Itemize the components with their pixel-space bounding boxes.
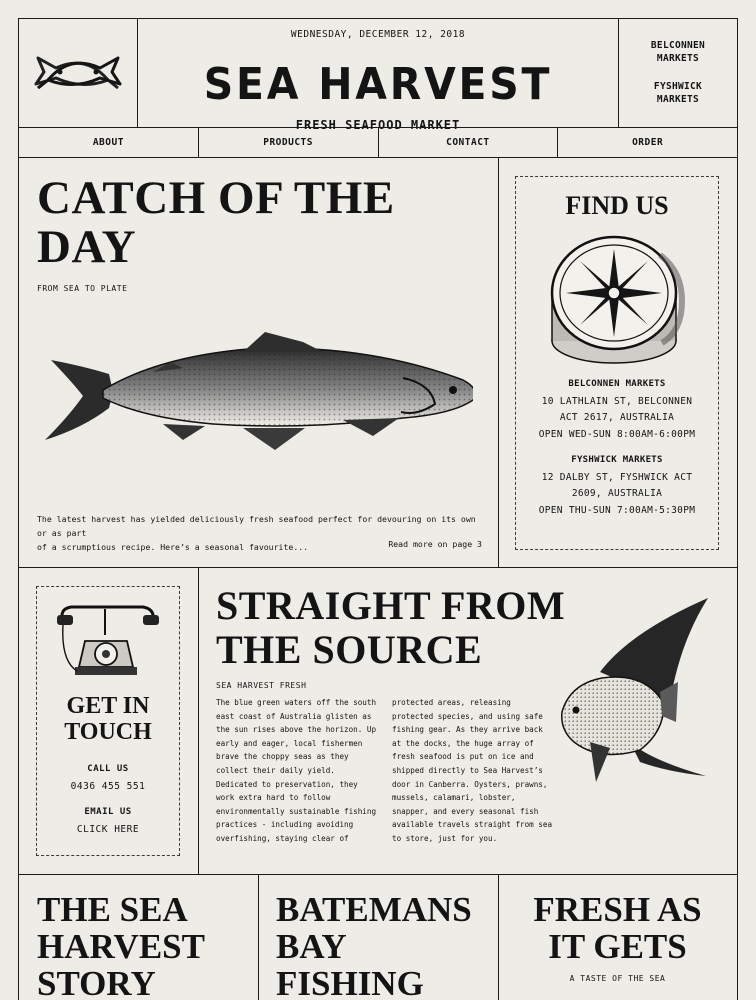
location-address-line: 10 LATHLAIN ST, BELCONNEN [541, 396, 693, 407]
logo[interactable] [18, 18, 138, 128]
telephone-illustration [57, 601, 161, 677]
nav-about[interactable]: ABOUT [19, 128, 199, 157]
email-us-label: EMAIL US [84, 807, 132, 817]
location-name-belconnen: BELCONNEN MARKETS [568, 379, 666, 389]
find-us-title: FIND US [565, 191, 669, 220]
find-us-card [515, 176, 719, 550]
contact-card [36, 586, 180, 856]
angelfish-illustration [560, 592, 710, 792]
date-line: WEDNESDAY, DECEMBER 12, 2018 [290, 29, 466, 40]
location-hours: OPEN WED-SUN 8:00AM-6:00PM [538, 429, 696, 440]
call-us-label: CALL US [87, 764, 129, 774]
sea-harvest-story[interactable] [18, 874, 259, 1000]
source-kicker: SEA HARVEST FRESH [216, 681, 307, 690]
fresh-title: FRESH AS IT GETS [533, 890, 702, 966]
nav-products[interactable]: PRODUCTS [199, 128, 379, 157]
phone-number[interactable]: 0436 455 551 [70, 781, 146, 792]
fresh-kicker: A TASTE OF THE SEA [569, 974, 666, 983]
catch-of-the-day [18, 157, 499, 568]
get-in-touch-column [18, 567, 199, 875]
brand-title[interactable]: SEA HARVEST [203, 59, 553, 110]
fish-pair-icon [34, 50, 122, 96]
get-in-touch-title: GET IN TOUCH [64, 693, 152, 745]
compass-illustration [542, 231, 692, 371]
catch-body: The latest harvest has yielded deliciously fresh seafood perfect for devouring on its own or as part of a scrumptious recipe. Here’s a seasonal favourite... [37, 514, 476, 552]
location-address-line: ACT 2617, AUSTRALIA [559, 412, 675, 423]
market-link-belconnen[interactable]: BELCONNEN MARKETS [650, 40, 706, 64]
market-link-fyshwick[interactable]: FYSHWICK MARKETS [653, 81, 703, 105]
trout-illustration [43, 328, 473, 458]
location-address-line: 2609, AUSTRALIA [571, 488, 663, 499]
location-name-fyshwick: FYSHWICK MARKETS [571, 455, 663, 465]
fresh-as-it-gets[interactable] [498, 874, 738, 1000]
source-column-1: The blue green waters off the south east coast of Australia glisten as the sun rises above the horizon. Up early and eager, local fishermen brave the choppy seas as they collect their daily yield. Dedicated to preservation, they work extra hard to follow environmentally sustainable fishing practices - including avoiding overfishing, staying clear of [216, 698, 377, 843]
location-hours: OPEN THU-SUN 7:00AM-5:30PM [538, 505, 696, 516]
batemans-bay-fishing[interactable] [258, 874, 499, 1000]
batemans-title: BATEMANS BAY FISHING [276, 890, 472, 1000]
tagline: FRESH SEAFOOD MARKET [295, 118, 461, 132]
masthead [137, 18, 619, 132]
nav-order[interactable]: ORDER [632, 137, 664, 148]
main-nav [18, 127, 738, 158]
read-more-link[interactable]: Read more on page 3 [388, 539, 482, 549]
catch-title[interactable]: CATCH OF THE DAY [37, 172, 395, 273]
story-title: THE SEA HARVEST STORY [37, 890, 205, 1000]
nav-contact[interactable]: CONTACT [379, 128, 559, 157]
catch-kicker: FROM SEA TO PLATE [37, 284, 128, 293]
markets-links [618, 18, 738, 128]
source-column-2: protected areas, releasing protected species, and using safe fishing gear. As they arrive back at the docks, the huge array of fresh seafood is put on ice and shipped directly to Sea Harvest’s door in Canberra. Oysters, prawns, mussels, calamari, lobster, snapper, and every seasonal fish available travels straight from sea to store, just for you. [392, 698, 553, 843]
source-title[interactable]: STRAIGHT FROM THE SOURCE [216, 583, 566, 672]
location-address-line: 12 DALBY ST, FYSHWICK ACT [541, 472, 693, 483]
straight-from-source [198, 567, 738, 875]
find-us-column [498, 157, 738, 568]
email-link[interactable]: CLICK HERE [76, 824, 140, 835]
